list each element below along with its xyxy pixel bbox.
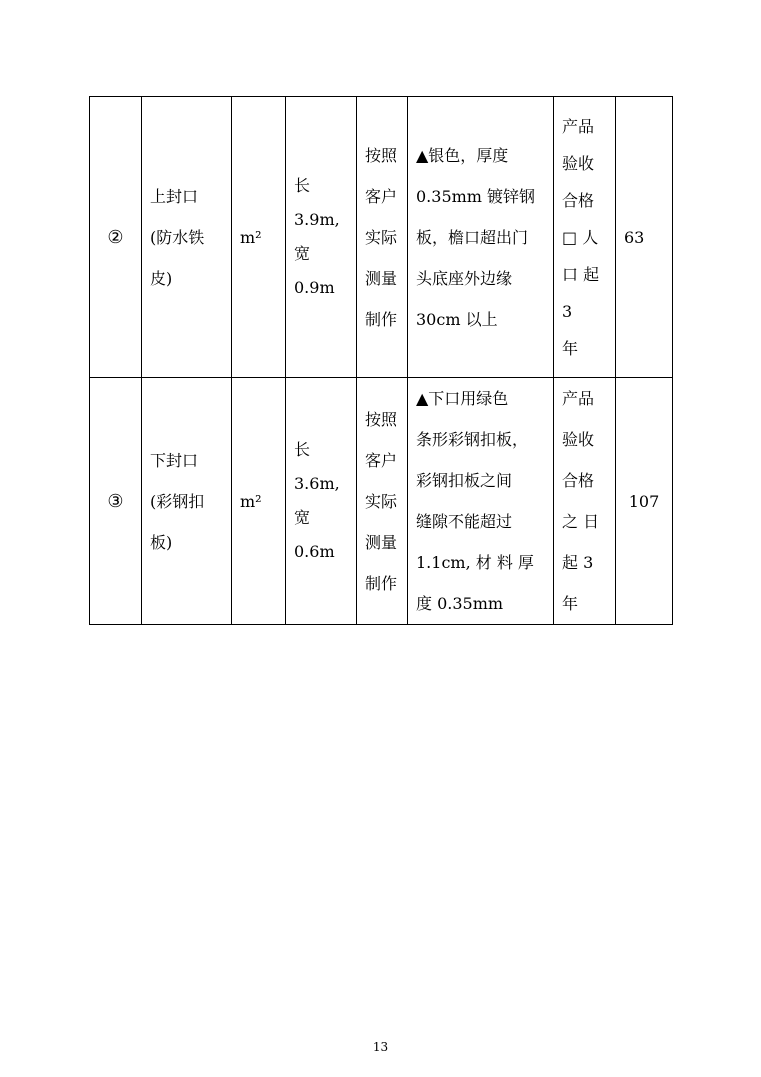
method: 按照 客户 实际 测量 制作: [357, 378, 408, 625]
size-spec: 长 3.9m, 宽 0.9m: [286, 97, 357, 378]
material-spec: ▲银色，厚度 0.35mm 镀锌钢 板，檐口超出门 头底座外边缘 30cm 以上: [408, 97, 554, 378]
size-spec: 长 3.6m, 宽 0.6m: [286, 378, 357, 625]
item-name: 上封口 (防水铁 皮): [142, 97, 232, 378]
material-spec: ▲下口用绿色 条形彩钢扣板， 彩钢扣板之间 缝隙不能超过 1.1cm, 材 料 厚 度 0.35mm: [408, 378, 554, 625]
quantity: 107: [616, 378, 673, 625]
row-index: ②: [90, 97, 142, 378]
unit: m²: [232, 378, 286, 625]
unit: m²: [232, 97, 286, 378]
method: 按照 客户 实际 测量 制作: [357, 97, 408, 378]
spec-table: [89, 96, 673, 625]
table-row: [90, 378, 673, 625]
table-row: [90, 97, 673, 378]
row-index: ③: [90, 378, 142, 625]
item-name: 下封口 (彩钢扣 板): [142, 378, 232, 625]
warranty: 产品 验收 合格 之 日 起 3 年: [554, 378, 616, 625]
page-number: 13: [372, 1040, 389, 1054]
quantity: 63: [616, 97, 673, 378]
warranty: 产品 验收 合格 □ 人 口 起 3 年: [554, 97, 616, 378]
